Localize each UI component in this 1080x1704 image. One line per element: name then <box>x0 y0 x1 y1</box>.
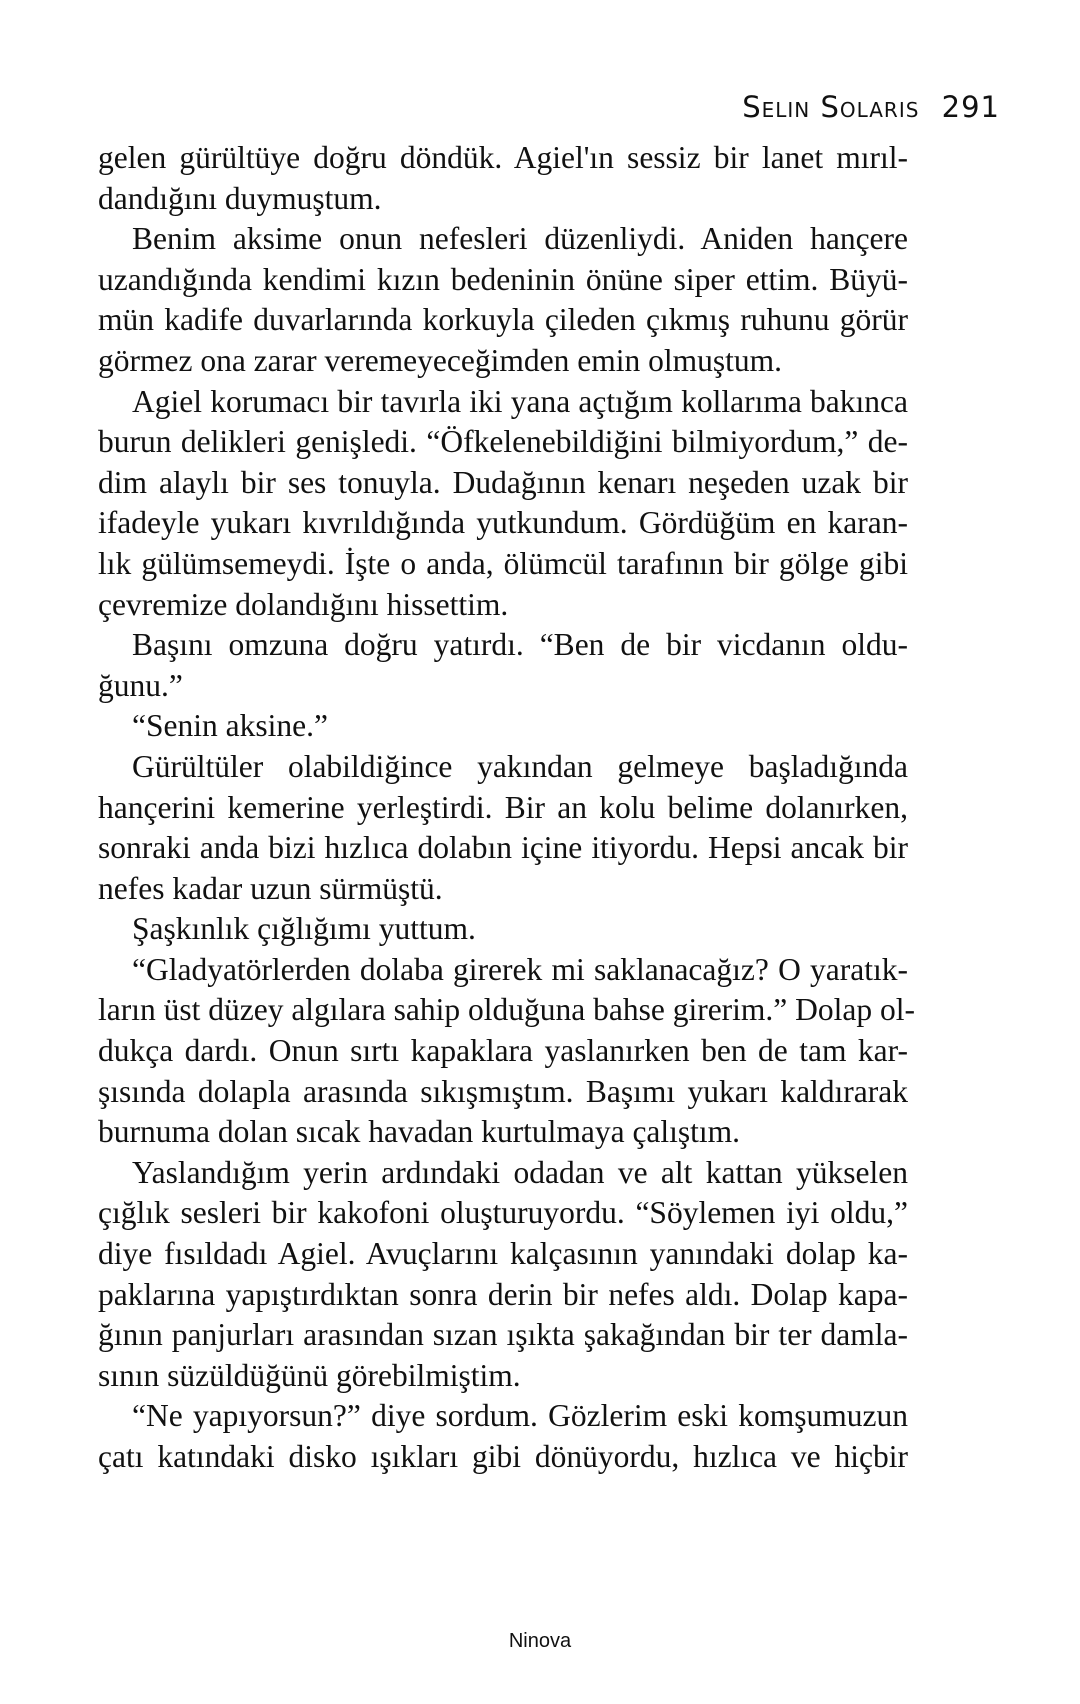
text-line: paklarına yapıştırdıktan sonra derin bir nefes aldı. Dolap kapa- <box>98 1276 908 1312</box>
text-line: ların üst düzey algılara sahip olduğuna bahse girerim.” Dolap ol- <box>98 992 916 1028</box>
text-line: sının süzüldüğünü görebilmiştim. <box>98 1357 521 1393</box>
text-line: “Gladyatörlerden dolaba girerek mi saklanacağız? O yaratık- <box>132 951 908 987</box>
publisher-footer: Ninova <box>508 1630 572 1652</box>
text-line: çevremize dolandığını hissettim. <box>98 586 509 622</box>
running-title: Selin Solaris <box>742 90 920 124</box>
text-line: sonraki anda bizi hızlıca dolabın içine itiyordu. Hepsi ancak bir <box>98 830 908 866</box>
text-line: mün kadife duvarlarında korkuyla çileden çıkmış ruhunu görür <box>98 302 908 338</box>
text-line: burnuma dolan sıcak havadan kurtulmaya çalıştım. <box>98 1114 741 1150</box>
running-header <box>0 90 1000 124</box>
text-line: hançerini kemerine yerleştirdi. Bir an kolu belime dolanırken, <box>98 789 908 825</box>
text-line: dim alaylı bir ses tonuyla. Dudağının kenarı neşeden uzak bir <box>98 464 908 500</box>
text-line: nefes kadar uzun sürmüştü. <box>98 870 443 906</box>
text-line: çatı katındaki disko ışıkları gibi dönüyordu, hızlıca ve hiçbir <box>98 1439 908 1474</box>
text-line: ğının panjurları arasından sızan ışıkta şakağından bir ter damla- <box>98 1317 908 1353</box>
text-line: diye fısıldadı Agiel. Avuçlarını kalçasının yanındaki dolap ka- <box>98 1236 908 1272</box>
text-line: Şaşkınlık çığlığımı yuttum. <box>132 911 476 947</box>
text-line: şısında dolapla arasında sıkışmıştım. Başımı yukarı kaldırarak <box>98 1073 908 1109</box>
text-line: dandığını duymuştum. <box>98 180 382 216</box>
text-line: Başını omzuna doğru yatırdı. “Ben de bir vicdanın oldu- <box>132 627 908 663</box>
text-line: görmez ona zarar veremeyeceğimden emin olmuştum. <box>98 342 782 378</box>
text-line: burun delikleri genişledi. “Öfkelenebildiğini bilmiyordum,” de- <box>98 424 908 460</box>
text-line: ifadeyle yukarı kıvrıldığında yutkundum. Gördüğüm en karan- <box>98 505 908 541</box>
text-line: “Senin aksine.” <box>132 708 328 744</box>
body-text <box>98 138 916 1478</box>
text-line: ğunu.” <box>98 667 183 703</box>
text-line: çığlık sesleri bir kakofoni oluşturuyordu. “Söylemen iyi oldu,” <box>98 1195 908 1231</box>
text-line: dukça dardı. Onun sırtı kapaklara yaslanırken ben de tam kar- <box>98 1033 908 1069</box>
text-line: lık gülümsemeydi. İşte o anda, ölümcül tarafının bir gölge gibi <box>98 545 908 581</box>
text-line: Agiel korumacı bir tavırla iki yana açtığım kollarıma bakınca <box>132 383 908 419</box>
text-line: uzandığında kendimi kızın bedeninin önüne siper ettim. Büyü- <box>98 261 908 297</box>
page-number: 291 <box>941 90 1000 124</box>
text-line: Benim aksime onun nefesleri düzenliydi. Aniden hançere <box>132 221 908 257</box>
text-line: gelen gürültüye doğru döndük. Agiel'ın sessiz bir lanet mırıl- <box>98 140 908 175</box>
text-line: “Ne yapıyorsun?” diye sordum. Gözlerim eski komşumuzun <box>132 1398 908 1434</box>
text-line: Yaslandığım yerin ardındaki odadan ve alt kattan yükselen <box>132 1154 908 1190</box>
text-line: Gürültüler olabildiğince yakından gelmeye başladığında <box>132 748 908 784</box>
